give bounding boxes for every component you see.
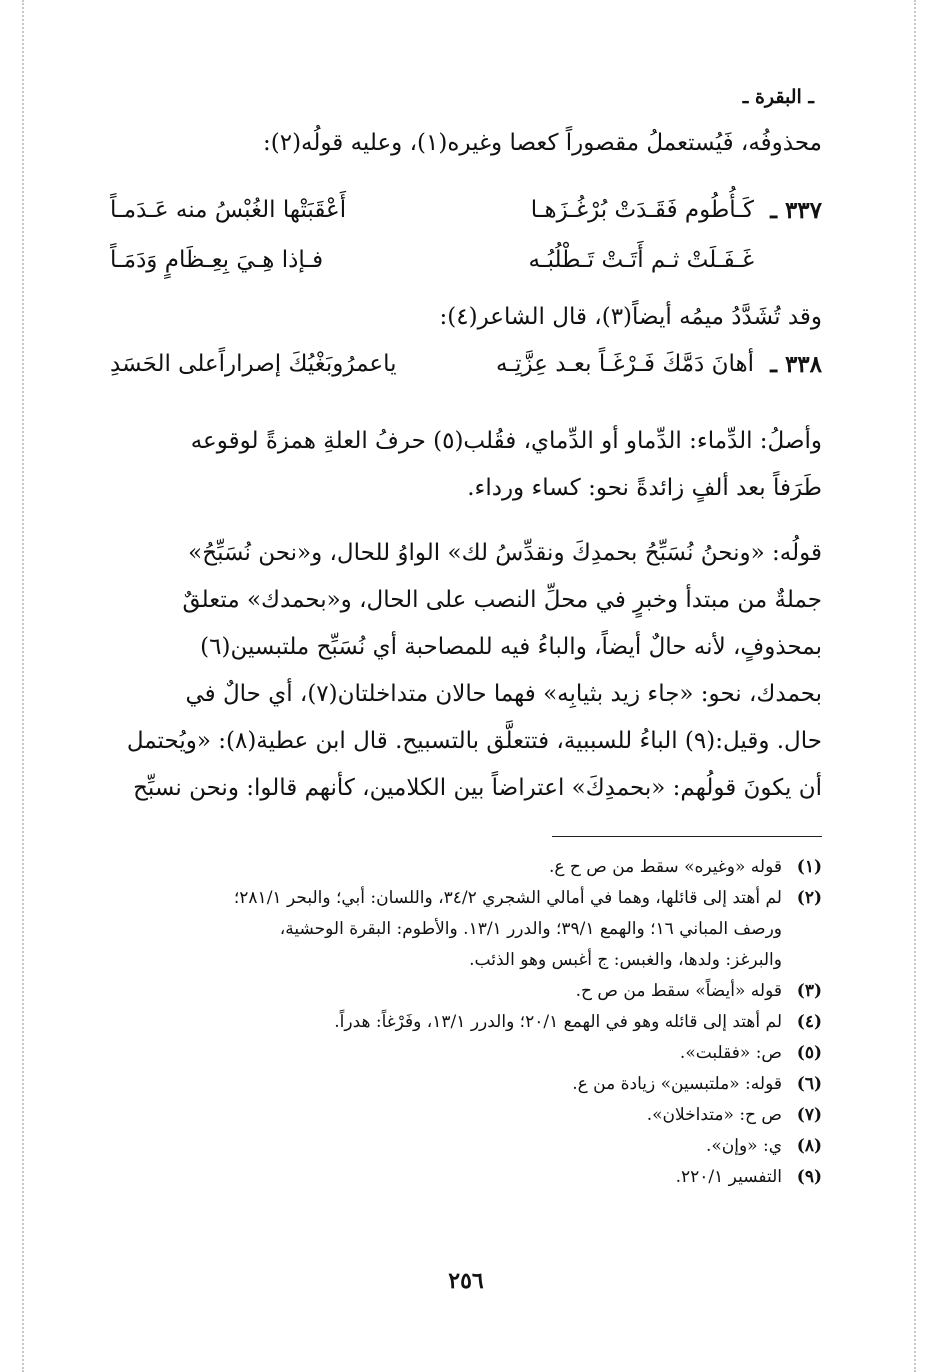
footnote-line: ص ح: «متداخلان». (646, 1105, 782, 1125)
footnote-text (110, 976, 782, 1007)
footnote-text (110, 1162, 782, 1193)
page (110, 0, 822, 1372)
footnote (110, 1007, 822, 1038)
paragraph-line: أن يكونَ قولُهم: «بحمدِكَ» اعتراضاً بين الكلامين، كأنهم قالوا: ونحن نسبِّح (133, 775, 822, 801)
footnotes (110, 852, 822, 1193)
footnote-line: قوله: «ملتبسين» زيادة من ع. (572, 1074, 782, 1094)
hemistich: أَعْقَبَتْها الغُبْسُ منه عَـدَمـاً (110, 197, 347, 223)
footnote-number: (٩) (796, 1167, 822, 1187)
hemistich: أهانَ دَمَّكَ فَـرْغَـاً بعـد عِزَّتِـه (496, 351, 754, 377)
footnote-text (110, 1131, 782, 1162)
footnote (110, 1069, 822, 1100)
paragraph-3 (110, 418, 822, 512)
hemistich: كَـأُطُوم فَقَـدَتْ بُرْغُـزَهـا (530, 197, 754, 223)
paragraph-1 (110, 120, 822, 167)
footnote-text (110, 852, 782, 883)
footnote-number: (٧) (796, 1105, 822, 1125)
verse-337-line-2 (110, 236, 822, 284)
footnote-line: لم أهتد إلى قائله وهو في الهمع ٢٠/١؛ والدرر ١٣/١، وفَرْغاً: هدراً. (334, 1012, 782, 1032)
footnote (110, 852, 822, 883)
footnote-number: (٨) (796, 1136, 822, 1156)
paragraph-4 (110, 530, 822, 812)
hemistich: غَـفَـلَتْ ثـم أَتَـتْ تَـطْلُبُـه (528, 247, 754, 273)
footnote-line: لم أهتد إلى قائلها، وهما في أمالي الشجري ٣٤/٢، واللسان: أبي؛ والبحر ٢٨١/١؛ (233, 888, 782, 908)
paragraph-line: محذوفُه، فَيُستعملُ مقصوراً كعصا وغيره(١)، وعليه قولُه(٢): (262, 130, 822, 156)
hemistich: فـإذا هِـيَ بِعِـظَامٍ وَدَمَـاً (110, 247, 324, 273)
footnote (110, 976, 822, 1007)
footnote-line: التفسير ٢٢٠/١. (675, 1167, 782, 1187)
footnote-line: قوله «وغيره» سقط من ص ح ع. (548, 857, 782, 877)
footnote-text (110, 1100, 782, 1131)
footnote-text (110, 1007, 782, 1038)
footnote (110, 1100, 822, 1131)
paragraph-line: طَرَفاً بعد ألفٍ زائدةً نحو: كساء ورداء. (467, 475, 822, 501)
footnote (110, 883, 822, 976)
footnote-number: (٦) (796, 1074, 822, 1094)
paragraph-line: وأصلُ: الدِّماء: الدِّماو أو الدِّماي، فقُلب(٥) حرفُ العلةِ همزةً لوقوعه (190, 428, 822, 454)
footnote (110, 1131, 822, 1162)
footnote (110, 1038, 822, 1069)
verse-number: ٣٣٧ ـ (770, 196, 822, 224)
footnote-separator (552, 836, 822, 837)
paragraph-line: بحمدك، نحو: «جاء زيد بثيابِه» فهما حالان متداخلتان(٧)، أي حالٌ في (185, 681, 822, 707)
paragraph-line: وقد تُشَدَّدُ ميمُه أيضاً(٣)، قال الشاعر(٤): (439, 304, 822, 330)
verse-338 (110, 340, 822, 388)
paragraph-2 (110, 294, 822, 341)
hemistich: ياعمرُوبَغْيُكَ إصراراًعلى الحَسَدِ (110, 351, 397, 377)
footnote-line: ص: «فقلبت». (679, 1043, 782, 1063)
right-margin-trace (914, 0, 916, 1372)
running-header: ـ البقرة ـ (742, 86, 814, 108)
footnote (110, 1162, 822, 1193)
paragraph-line: حال. وقيل:(٩) الباءُ للسببية، فتتعلَّق بالتسبيح. قال ابن عطية(٨): «ويُحتمل (126, 728, 822, 754)
footnote-text (110, 883, 782, 976)
paragraph-line: بمحذوفٍ، لأنه حالٌ أيضاً، والباءُ فيه للمصاحبة أي نُسَبِّح ملتبسين(٦) (200, 634, 822, 660)
verse-number: ٣٣٨ ـ (770, 350, 822, 378)
footnote-line: قوله «أيضاً» سقط من ص ح. (575, 981, 782, 1001)
footnote-line: ي: «وإن». (705, 1136, 782, 1156)
footnote-number: (٤) (796, 1012, 822, 1032)
footnote-text (110, 1069, 782, 1100)
footnote-number: (٢) (796, 888, 822, 908)
footnote-number: (٥) (796, 1043, 822, 1063)
paragraph-line: جملةٌ من مبتدأ وخبرٍ في محلِّ النصب على الحال، و«بحمدك» متعلقٌ (182, 587, 822, 613)
paragraph-line: قولُه: «ونحنُ نُسَبِّحُ بحمدِكَ ونقدِّسُ لك» الواوُ للحال، و«نحن نُسَبِّحُ» (188, 540, 822, 566)
footnote-text (110, 1038, 782, 1069)
footnote-line: ورصف المباني ١٦؛ والهمع ٣٩/١؛ والدرر ١٣/١. والأطوم: البقرة الوحشية، (279, 919, 782, 939)
footnote-number: (١) (796, 857, 822, 877)
left-margin-trace (22, 0, 24, 1372)
verse-337-line-1 (110, 186, 822, 234)
footnote-line: والبرغز: ولدها، والغبس: ج أغبس وهو الذئب. (469, 950, 782, 970)
page-number: ٢٥٦ (448, 1268, 484, 1294)
footnote-number: (٣) (796, 981, 822, 1001)
